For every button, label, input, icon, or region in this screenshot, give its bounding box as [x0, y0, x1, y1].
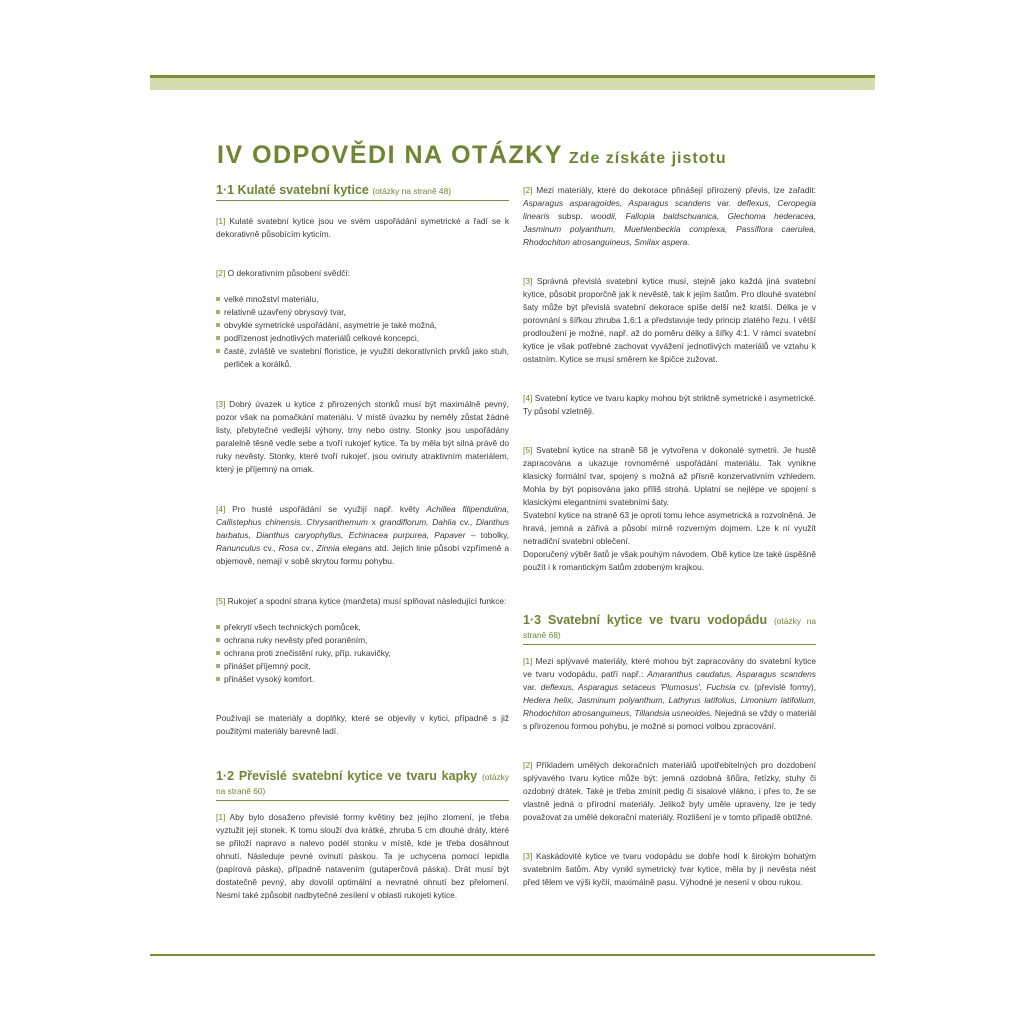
answer-1-3-3 [523, 850, 816, 889]
plant-names: Rosa [278, 543, 299, 553]
answer-text: – tobolky, [470, 530, 510, 540]
plant-names: woodii, Fallopia baldschuanica, Glechoma hederacea, Jasminum polyanthum, Muehlenbeckia complexa, Passiflora caerulea, Rhodochiton atrosanguineus, Smilax aspera. [523, 211, 816, 247]
page-title-main: IV ODPOVĚDI NA OTÁZKY [217, 141, 563, 169]
plant-names: Hedera helix, Jasminum polyanthum, Lathyrus latifolius, Limonium latifolium, Rhodochiton atrosanguineus, Tillandsia usneoides. [523, 695, 816, 718]
list-item: ochrana proti znečistění ruky, příp. rukavičky, [216, 647, 509, 660]
answer-number: [2] [216, 268, 226, 278]
answer-number: [1] [216, 216, 226, 226]
answer-text: Mezi materiály, které do dekorace přinášejí přirozený převis, lze zařadit: [536, 185, 816, 195]
answer-1-1-1 [216, 215, 509, 241]
answer-text: Příkladem umělých dekoračních materiálů upotřebitelných pro dozdobení splývavého tvaru kytice může být: jemná ozdobná šňůra, řetízky, stuhy či ozdobný drátek. Také je třeba zmínit pedig či sisalové vlákno, i přes to, že se vlastně jedná o přírodní materiály. Jelikož byly uměle upraveny, lze je tedy považovat za umělé dekorační materiály. Rozlišení je v tomto případě obtížné. [523, 760, 817, 822]
plant-names: Asparagus asparagoides, Asparagus scandens [523, 198, 711, 208]
section-heading-1-1 [216, 184, 509, 201]
section-page-ref: (otázky na straně 48) [372, 186, 452, 196]
plant-names: Amaranthus caudatus, Asparagus scandens [647, 669, 816, 679]
list-item: velké množství materiálu, [216, 293, 509, 306]
answer-number: [1] [216, 812, 226, 822]
answer-1-1-3 [216, 398, 509, 476]
plant-names: grandiflorum, Dahlia [379, 517, 456, 527]
answer-text: Dobrý úvazek u kytice z přirozených stonků musí být maximálně pevný, pozor však na pomačkání materiálu. V místě úvazku by neměly zůstat žádné listy, přebytečné vedlejší výhony, trny nebo ostny. Stonky jsou uspořádány paralelně těsně vedle sebe a tvoří rukojeť kytice. Ta by měla být silná právě do ruky nevěsty. Stonky, které tvoří rukojeť, jsou ovinuty atraktivním materiálem, který je příjemný na omak. [216, 399, 509, 474]
bullet-list [216, 293, 509, 371]
answer-text: x [371, 517, 376, 527]
page-title [217, 134, 727, 171]
plant-names: deflexus, Asparagus setaceus 'Plumosus', Fuchsia [540, 682, 736, 692]
answer-1-1-5 [216, 595, 509, 686]
answer-number: [3] [216, 399, 226, 409]
answer-1-3-1 [523, 655, 816, 733]
list-item: relativně uzavřený obrysový tvar, [216, 306, 509, 319]
list-item: obvykle symetrické uspořádání, asymetrie je také možná, [216, 319, 509, 332]
section-title: 1·1 Kulaté svatební kytice [216, 183, 369, 197]
list-item: časté, zvláště ve svatební floristice, je využití dekorativních prvků jako stuh, perliček a korálků. [216, 345, 509, 371]
answer-number: [3] [523, 851, 533, 861]
answer-text: Nejedná se vždy o materiál s přirozenou formou pohybu, je možné si pomoci volbou zpracování. [523, 708, 817, 731]
left-column [216, 184, 509, 902]
list-item: překrytí všech technických pomůcek, [216, 621, 509, 634]
plant-names: Ranunculus [216, 543, 261, 553]
list-item: přinášet příjemný pocit, [216, 660, 509, 673]
answer-1-2-3 [523, 275, 816, 366]
list-item: přinášet vysoký komfort. [216, 673, 509, 686]
answer-1-1-2 [216, 267, 509, 371]
bullet-list [216, 621, 509, 686]
section-title: 1·2 Převislé svatební kytice ve tvaru kapky [216, 769, 478, 783]
answer-text: var. [523, 682, 537, 692]
answer-text: Doporučený výběr šatů je však pouhým návodem. Obě kytice lze také úspěšně použít i k romantickým šatům zdobeným krajkou. [523, 549, 816, 572]
answer-text: Svatební kytice na straně 58 je vytvořena v dokonalé symetrii. Je hustě zapracována a ukazuje rovnoměrné uspořádání materiálu. Tak vynikne klasický formální tvar, spojený s možná až přísně konzervativním vzhledem. Mohla by být popisována jako příliš strohá. Uplatní se nejlépe ve spojení s klasickými elegantními svatebními šaty. [523, 445, 816, 507]
top-decorative-band [150, 75, 875, 90]
answer-text: Svatební kytice na straně 63 je oproti tomu lehce asymetrická a rozvolněná. Je hravá, jemná a zářivá a působí mírně rozverným dojmem. Lze k ní využít netradiční svatební oblečení. [523, 510, 816, 546]
answer-text: subsp. [557, 211, 583, 221]
answer-text: cv., [263, 543, 276, 553]
answer-number: [5] [523, 445, 533, 455]
answer-1-2-1 [216, 811, 509, 902]
bottom-rule [150, 954, 875, 956]
answer-text: Kulaté svatební kytice jsou ve svém uspořádání symetrické a řadí se k dekorativně působícím kyticím. [216, 216, 510, 239]
list-item: ochrana ruky nevěsty před poraněním, [216, 634, 509, 647]
answer-number: [1] [523, 656, 533, 666]
answer-text: Aby bylo dosaženo převislé formy květiny bez jejího zlomení, je třeba vyztužit její stonek. K tomu slouží dva krátké, zhruba 5 cm dlouhé dráty, které se přiloží napravo a nalevo podél stonku v místě, kde je třeba dosáhnout ohnutí. Následuje pevné ovinutí páskou. Ta je uchycena pomocí lepidla (papírová páska), případně natavením (gutaperčová páska). Drát musí být dostatečně pevný, aby dovolil optimální a nevratné ohnutí bez přelomení. Nesmí také způsobit nadbytečné zesílení v oblasti rukojeti kytice. [216, 812, 509, 900]
answer-text: cv. (převislé formy), [739, 682, 817, 692]
answer-text: Kaskádovité kytice ve tvaru vodopádu se dobře hodí k širokým bohatým svatebním šatům. Aby vynikl symetrický tvar kytice, měla by ji nevěsta nést před tělem ve výši kyčlí, maximálně pasu. Výhodné je nesení v obou rukou. [523, 851, 817, 887]
answer-number: [3] [523, 276, 533, 286]
answer-number: [5] [216, 596, 226, 606]
list-item: podřízenost jednotlivých materiálů celkové koncepci, [216, 332, 509, 345]
answer-text: var. [717, 198, 731, 208]
answer-number: [2] [523, 760, 533, 770]
answer-text: Svatební kytice ve tvaru kapky mohou být striktně symetrické i asymetrické. Ty působí vzletněji. [523, 393, 817, 416]
section-heading-1-2 [216, 770, 509, 801]
plant-names: deflexus, Ceropegia linearis [523, 198, 816, 221]
section-page-ref: (otázky na straně 68) [523, 616, 817, 640]
page-title-subtitle: Zde získáte jistotu [568, 150, 727, 167]
plant-names: Dianthus barbatus, Dianthus caryophyllus, Echinacea purpurea, Papaver [216, 517, 510, 540]
answer-text: O dekorativním působení svědčí: [227, 268, 351, 278]
section-title: 1·3 Svatební kytice ve tvaru vodopádu [523, 613, 768, 627]
right-column [523, 184, 816, 889]
answer-number: [4] [216, 504, 226, 514]
section-page-ref: (otázky na straně 60) [216, 772, 510, 796]
answer-1-3-2 [523, 759, 816, 824]
answer-1-2-4 [523, 392, 816, 418]
answer-text: Rukojeť a spodní strana kytice (manžeta) musí splňovat následující funkce: [227, 596, 507, 606]
answer-text: Správná převislá svatební kytice musí, stejně jako každá jiná svatební kytice, působit proporčně jak k nevěstě, tak k jejím šatům. Pro dlouhé svatební šaty může být převislá svatební dekorace spíše delší než kratší. Délka je v porovnání s šířkou zhruba 1,6:1 a představuje tedy princip zlatého řezu. I větší prodloužení je možné, např. až do poměru délky a šířky 4:1. V rámci svatební kytice je však potřebné zachovat vyvážení jednotlivých materiálů ve vztahu k ostatním. Kytice se musí směrem ke špičce zužovat. [523, 276, 817, 364]
plant-names: Achillea filipendulina, Callistephus chinensis, Chrysanthemum [216, 504, 510, 527]
answer-1-1-note [216, 712, 509, 738]
answer-text: cv., [301, 543, 314, 553]
answer-1-2-5 [523, 444, 816, 574]
answer-text: Mezi splývavé materiály, které mohou být zapracovány do svatební kytice ve tvaru vodopádu, patří např.: [523, 656, 816, 679]
answer-number: [4] [523, 393, 533, 403]
answer-1-1-4 [216, 503, 509, 568]
section-heading-1-3 [523, 614, 816, 645]
answer-text: Používají se materiály a doplňky, které se objevily v kytici, případně s již použitými materiály barevně ladí. [216, 713, 509, 736]
answer-text: cv., [459, 517, 473, 527]
plant-names: Zinnia elegans [316, 543, 372, 553]
answer-text: atd. Jejich linie působí vzpřímeně a objemově, nemají v sobě skrytou formu pohybu. [216, 543, 510, 566]
answer-text: Pro husté uspořádání se využijí např. květy [232, 504, 420, 514]
answer-1-2-2 [523, 184, 816, 249]
answer-number: [2] [523, 185, 533, 195]
